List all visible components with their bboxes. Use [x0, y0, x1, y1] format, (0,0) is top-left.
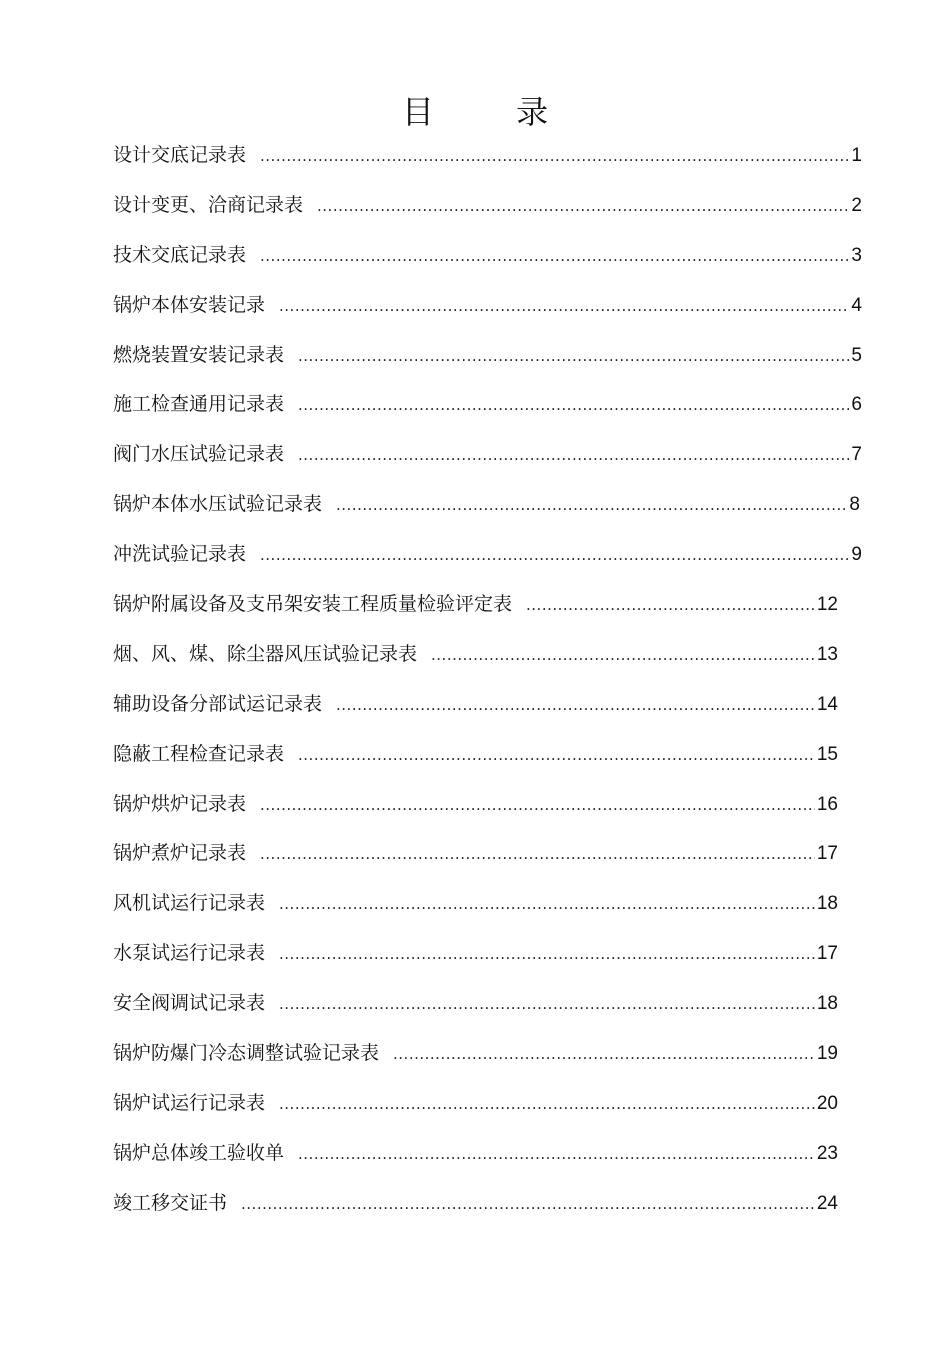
toc-page-number: 1: [851, 145, 862, 166]
page-title: 目 录: [401, 93, 585, 131]
toc-entry: [113, 1038, 838, 1088]
toc-dot-leader: [260, 141, 849, 171]
toc-entry-title: 阀门水压试验记录表: [113, 443, 285, 466]
toc-entry: [113, 789, 838, 839]
toc-dot-leader: [241, 1189, 815, 1219]
toc-entry-title: 锅炉本体安装记录: [113, 293, 266, 316]
toc-dot-leader: [431, 640, 815, 670]
toc-page-number: 23: [816, 1142, 838, 1164]
toc-dot-leader: [336, 690, 815, 720]
table-of-contents: [113, 140, 863, 1238]
toc-entry-title: 烟、风、煤、除尘器风压试验记录表: [113, 642, 418, 665]
toc-entry: [113, 1138, 838, 1188]
toc-entry: [113, 1188, 838, 1238]
toc-dot-leader: [336, 490, 847, 520]
toc-page-number: 13: [816, 643, 838, 665]
toc-entry: [113, 240, 862, 290]
toc-entry-title: 设计变更、洽商记录表: [113, 193, 304, 216]
toc-dot-leader: [260, 839, 815, 869]
toc-dot-leader: [393, 1039, 815, 1069]
toc-dot-leader: [298, 740, 815, 770]
toc-dot-leader: [298, 390, 849, 420]
toc-dot-leader: [260, 540, 849, 570]
toc-page-number: 17: [816, 843, 838, 865]
toc-entry-title: 锅炉试运行记录表: [113, 1091, 266, 1114]
toc-entry: [113, 739, 838, 789]
toc-entry-title: 辅助设备分部试运记录表: [113, 692, 323, 715]
toc-entry-title: 锅炉煮炉记录表: [113, 842, 247, 865]
toc-entry-title: 锅炉防爆门冷态调整试验记录表: [113, 1042, 380, 1065]
toc-page-number: 15: [816, 743, 838, 765]
toc-entry-title: 锅炉附属设备及支吊架安装工程质量检验评定表: [113, 593, 513, 616]
toc-dot-leader: [279, 291, 849, 321]
toc-entry: [113, 639, 838, 689]
toc-dot-leader: [279, 939, 815, 969]
toc-entry: [113, 988, 838, 1038]
toc-dot-leader: [298, 341, 849, 371]
toc-page-number: 5: [851, 344, 862, 366]
toc-page-number: 20: [816, 1092, 838, 1114]
toc-dot-leader: [279, 889, 815, 919]
toc-entry: [113, 888, 838, 938]
toc-entry: [113, 389, 862, 439]
toc-page-number: 14: [816, 693, 838, 715]
toc-dot-leader: [279, 989, 815, 1019]
toc-entry: [113, 439, 862, 489]
toc-entry-title: 竣工移交证书: [113, 1191, 228, 1214]
toc-page-number: 24: [816, 1192, 838, 1214]
toc-page-number: 19: [816, 1043, 838, 1065]
toc-page-number: 9: [851, 544, 862, 566]
toc-entry-title: 设计交底记录表: [113, 144, 247, 166]
toc-entry-title: 燃烧装置安装记录表: [113, 343, 285, 366]
toc-dot-leader: [317, 191, 849, 221]
toc-page-number: 7: [851, 444, 862, 466]
toc-entry-title: 安全阀调试记录表: [113, 992, 266, 1015]
toc-page-number: 2: [851, 194, 862, 216]
toc-page-number: 18: [816, 993, 838, 1015]
toc-page-number: 4: [851, 294, 862, 316]
toc-entry-title: 锅炉总体竣工验收单: [113, 1141, 285, 1164]
toc-entry: [113, 838, 838, 888]
toc-dot-leader: [279, 1089, 815, 1119]
toc-entry: [113, 589, 838, 639]
toc-dot-leader: [298, 1139, 815, 1169]
toc-entry: [113, 1088, 838, 1138]
toc-page-number: 12: [816, 594, 838, 616]
toc-dot-leader: [526, 590, 815, 620]
toc-entry: [113, 190, 862, 240]
toc-entry: [113, 140, 862, 190]
toc-entry: [113, 689, 838, 739]
toc-page-number: 3: [851, 244, 862, 266]
toc-entry: [113, 290, 862, 340]
toc-entry-title: 水泵试运行记录表: [113, 942, 266, 965]
toc-page-number: 17: [816, 943, 838, 965]
toc-dot-leader: [298, 440, 849, 470]
toc-entry-title: 锅炉烘炉记录表: [113, 792, 247, 815]
toc-entry-title: 技术交底记录表: [113, 243, 247, 266]
toc-page-number: 6: [851, 394, 862, 416]
toc-entry: [113, 340, 862, 390]
toc-dot-leader: [260, 241, 849, 271]
toc-page-number: 18: [816, 893, 838, 915]
toc-entry-title: 冲洗试验记录表: [113, 543, 247, 566]
toc-entry: [113, 938, 838, 988]
toc-entry: [113, 539, 862, 589]
toc-entry-title: 风机试运行记录表: [113, 892, 266, 915]
toc-entry-title: 隐蔽工程检查记录表: [113, 742, 285, 765]
toc-page-number: 16: [816, 793, 838, 815]
toc-entry-title: 锅炉本体水压试验记录表: [113, 493, 323, 516]
toc-entry: [113, 489, 860, 539]
toc-page-number: 8: [849, 494, 860, 516]
toc-dot-leader: [260, 790, 815, 820]
toc-entry-title: 施工检查通用记录表: [113, 393, 285, 416]
